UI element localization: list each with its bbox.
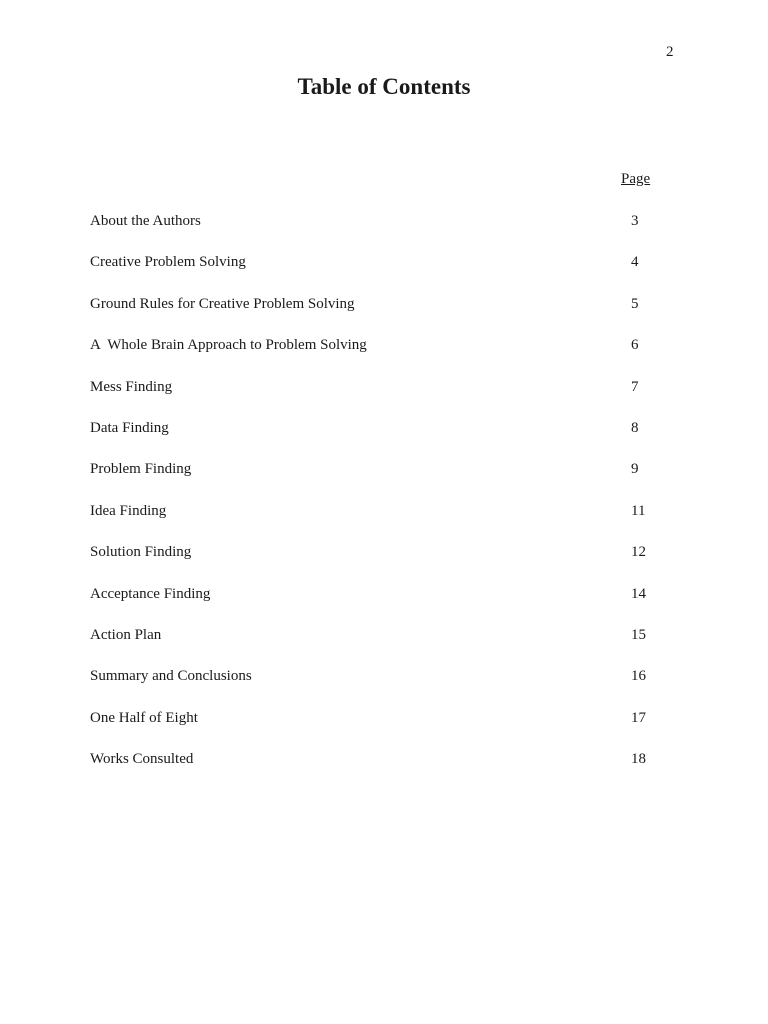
page-number: 2 [666,44,674,60]
toc-list [90,213,660,792]
toc-entry-label: Data Finding [90,419,169,436]
toc-entry-label: One Half of Eight [90,709,198,726]
toc-entry-label: Solution Finding [90,544,192,561]
toc-entry [90,213,660,254]
toc-entry-label: Creative Problem Solving [90,254,246,271]
toc-entry-page: 17 [631,709,646,726]
toc-entry [90,751,660,792]
toc-entry-page: 15 [631,626,646,643]
toc-entry-page: 11 [631,502,646,519]
toc-entry-page: 9 [631,461,639,478]
toc-entry [90,586,660,627]
toc-entry-page: 4 [631,254,639,271]
toc-entry-page: 12 [631,544,646,561]
toc-entry [90,379,660,420]
toc-entry-label: Problem Finding [90,461,192,478]
toc-entry-label: Mess Finding [90,378,173,395]
toc-entry [90,461,660,502]
toc-entry-label: Acceptance Finding [90,585,211,602]
toc-entry [90,254,660,295]
toc-entry [90,544,660,585]
toc-entry-page: 8 [631,419,639,436]
toc-entry [90,668,660,709]
toc-entry [90,420,660,461]
toc-entry-label: Idea Finding [90,502,167,519]
toc-entry-label: Works Consulted [90,751,194,768]
toc-entry-label: About the Authors [90,213,201,229]
toc-entry-label: Action Plan [90,626,162,643]
toc-entry [90,710,660,751]
toc-entry-page: 14 [631,585,646,602]
toc-entry-page: 16 [631,668,646,685]
toc-entry-label: Ground Rules for Creative Problem Solving [90,295,355,312]
toc-entry-page: 3 [631,213,639,229]
toc-entry-label: Summary and Conclusions [90,668,252,685]
toc-entry-page: 6 [631,337,639,354]
toc-entry-page: 18 [631,751,646,768]
page-column-header: Page [621,171,651,187]
toc-entry-page: 7 [631,378,639,395]
toc-entry-label: A Whole Brain Approach to Problem Solving [90,337,367,354]
toc-entry [90,337,660,378]
page-title: Table of Contents [297,74,471,99]
toc-entry [90,503,660,544]
toc-entry [90,296,660,337]
toc-entry [90,627,660,668]
toc-entry-page: 5 [631,295,639,312]
